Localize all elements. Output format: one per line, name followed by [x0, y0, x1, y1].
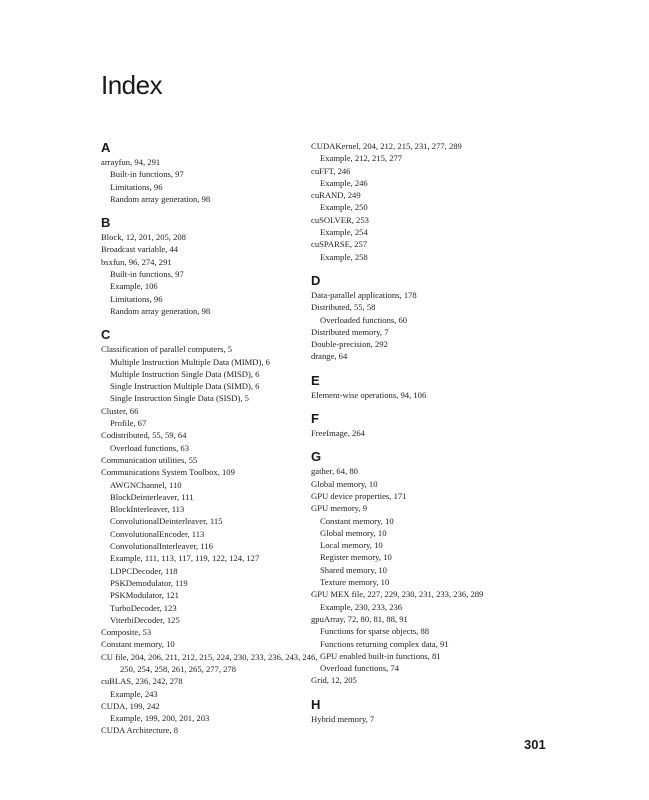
index-subentry: Example, 199, 200, 201, 203 — [110, 713, 210, 724]
index-section-g — [311, 449, 521, 686]
index-subentry: Example, 212, 215, 277 — [320, 153, 403, 164]
index-entry: FreeImage, 264 — [311, 428, 365, 439]
index-subentry: BlockInterleaver, 113 — [110, 504, 185, 515]
index-entry: Classification of parallel computers, 5 — [101, 344, 233, 355]
index-section-f — [311, 411, 521, 439]
index-subentry: GPU enabled built-in functions, 81 — [320, 650, 441, 661]
index-column-right — [311, 140, 521, 735]
index-subentry: Random array generation, 98 — [110, 305, 211, 316]
index-entry: Global memory, 10 — [311, 478, 378, 489]
index-entry: cuSPARSE, 257 — [311, 239, 368, 250]
index-entry: Distributed, 55, 58 — [311, 302, 376, 313]
index-subentry: Example, 250 — [320, 202, 368, 213]
index-subentry: Limitations, 96 — [110, 181, 163, 192]
index-entry: Composite, 53 — [101, 627, 152, 638]
index-subentry: Multiple Instruction Single Data (MISD), 6 — [110, 368, 260, 379]
index-subentry: TurboDecoder, 123 — [110, 602, 177, 613]
index-subentry: Single Instruction Multiple Data (SIMD), 6 — [110, 381, 260, 392]
index-subentry: Random array generation, 98 — [110, 193, 211, 204]
index-entry: GPU MEX file, 227, 229, 230, 231, 233, 236, 289 — [311, 589, 484, 600]
index-subentry: ViterbiDecoder, 125 — [110, 614, 180, 625]
index-entry: CUDA Architecture, 8 — [101, 725, 179, 736]
index-entry: arrayfun, 94, 291 — [101, 157, 161, 167]
index-entry: Grid, 12, 205 — [311, 675, 357, 686]
index-entry: Broadcast variable, 44 — [101, 244, 179, 255]
index-subentry: PSKDemodulator, 119 — [110, 577, 188, 588]
index-subentry: Overload functions, 74 — [320, 663, 399, 674]
index-subentry: ConvolutionalEncoder, 113 — [110, 528, 205, 539]
index-subentry: Built-in functions, 97 — [110, 269, 184, 280]
index-subentry: Built-in functions, 97 — [110, 169, 184, 180]
section-letter: D — [311, 272, 321, 288]
index-subentry: PSKModulator, 121 — [110, 590, 179, 601]
index-subentry: Shared memory, 10 — [320, 564, 387, 575]
index-subentry: Example, 258 — [320, 251, 368, 262]
index-entry: Codistributed, 55, 59, 64 — [101, 430, 187, 441]
section-letter: H — [311, 696, 321, 712]
index-subentry: Example, 230, 233, 236 — [320, 601, 403, 612]
index-entry: drange, 64 — [311, 351, 348, 362]
section-letter: B — [101, 215, 111, 231]
index-entry: cuSOLVER, 253 — [311, 214, 369, 225]
index-section-c — [101, 327, 318, 737]
index-entry: GPU memory, 9 — [311, 503, 368, 514]
section-letter: A — [101, 140, 111, 155]
index-entry: gpuArray, 72, 80, 81, 88, 91 — [311, 613, 408, 624]
index-subentry: Example, 106 — [110, 281, 158, 292]
index-entry: bsxfun, 96, 274, 291 — [101, 256, 172, 267]
index-entry: CUDAKernel, 204, 212, 215, 231, 277, 289 — [311, 141, 462, 151]
index-subentry: Global memory, 10 — [320, 527, 387, 538]
index-entry: Distributed memory, 7 — [311, 326, 389, 337]
index-subentry: Limitations, 96 — [110, 293, 163, 304]
index-entry: cuFFT, 246 — [311, 165, 351, 176]
index-section-d — [311, 273, 521, 363]
index-subentry: Overloaded functions, 60 — [320, 314, 408, 325]
section-letter: C — [101, 327, 111, 343]
index-subentry: ConvolutionalDeinterleaver, 115 — [110, 516, 223, 527]
index-section-e — [311, 373, 521, 401]
index-subentry: Overload functions, 63 — [110, 442, 189, 453]
index-subentry: Example, 111, 113, 117, 119, 122, 124, 127 — [110, 553, 260, 564]
index-entry: cuRAND, 249 — [311, 190, 361, 201]
index-subentry: Register memory, 10 — [320, 552, 392, 563]
index-subentry: Profile, 67 — [110, 418, 147, 429]
section-letter: F — [311, 411, 319, 427]
index-entry: Element-wise operations, 94, 106 — [311, 389, 427, 400]
index-subentry: Example, 246 — [320, 177, 368, 188]
index-subentry: Single Instruction Single Data (SISD), 5 — [110, 393, 249, 404]
index-entry: Communication utilities, 55 — [101, 454, 198, 465]
index-entry: Cluster, 66 — [101, 405, 139, 416]
index-entry: Constant memory, 10 — [101, 639, 175, 650]
index-subentry: BlockDeinterleaver, 111 — [110, 491, 194, 502]
index-entry: cuBLAS, 236, 242, 278 — [101, 676, 183, 687]
index-column-left — [101, 140, 318, 747]
index-entry: gather, 64, 80 — [311, 466, 358, 477]
page-number: 301 — [524, 737, 546, 752]
index-subentry: Texture memory, 10 — [320, 577, 390, 588]
index-entry: Communications System Toolbox, 109 — [101, 467, 235, 478]
index-section-continued — [311, 140, 521, 263]
index-entry: Hybrid memory, 7 — [311, 713, 375, 724]
index-entry: Block, 12, 201, 205, 208 — [101, 232, 186, 243]
index-section-a — [101, 140, 311, 205]
index-subentry: Functions returning complex data, 91 — [320, 638, 449, 649]
index-subentry: Functions for sparse objects, 88 — [320, 626, 430, 637]
index-entry: Data-parallel applications, 178 — [311, 289, 417, 300]
index-subentry: Multiple Instruction Multiple Data (MIMD), 6 — [110, 356, 270, 367]
index-entry: Double-precision, 292 — [311, 339, 388, 350]
index-entry: GPU device properties, 171 — [311, 490, 407, 501]
index-subentry: AWGNChannel, 110 — [110, 479, 182, 490]
index-subentry: Example, 254 — [320, 227, 368, 238]
index-entry: CU file, 204, 206, 211, 212, 215, 224, 230, 233, 236, 243, 246, 250, 254, 258, 261, 265, 277, 278 — [101, 651, 318, 674]
index-section-h — [311, 697, 521, 725]
index-subentry: Example, 243 — [110, 688, 158, 699]
index-section-b — [101, 215, 311, 317]
index-subentry: Local memory, 10 — [320, 540, 383, 551]
page-title: Index — [101, 70, 163, 100]
index-subentry: Constant memory, 10 — [320, 515, 394, 526]
section-letter: G — [311, 449, 322, 465]
section-letter: E — [311, 372, 320, 388]
index-entry: CUDA, 199, 242 — [101, 700, 160, 711]
index-subentry: LDPCDecoder, 118 — [110, 565, 178, 576]
index-subentry: ConvolutionalInterleaver, 116 — [110, 541, 213, 552]
